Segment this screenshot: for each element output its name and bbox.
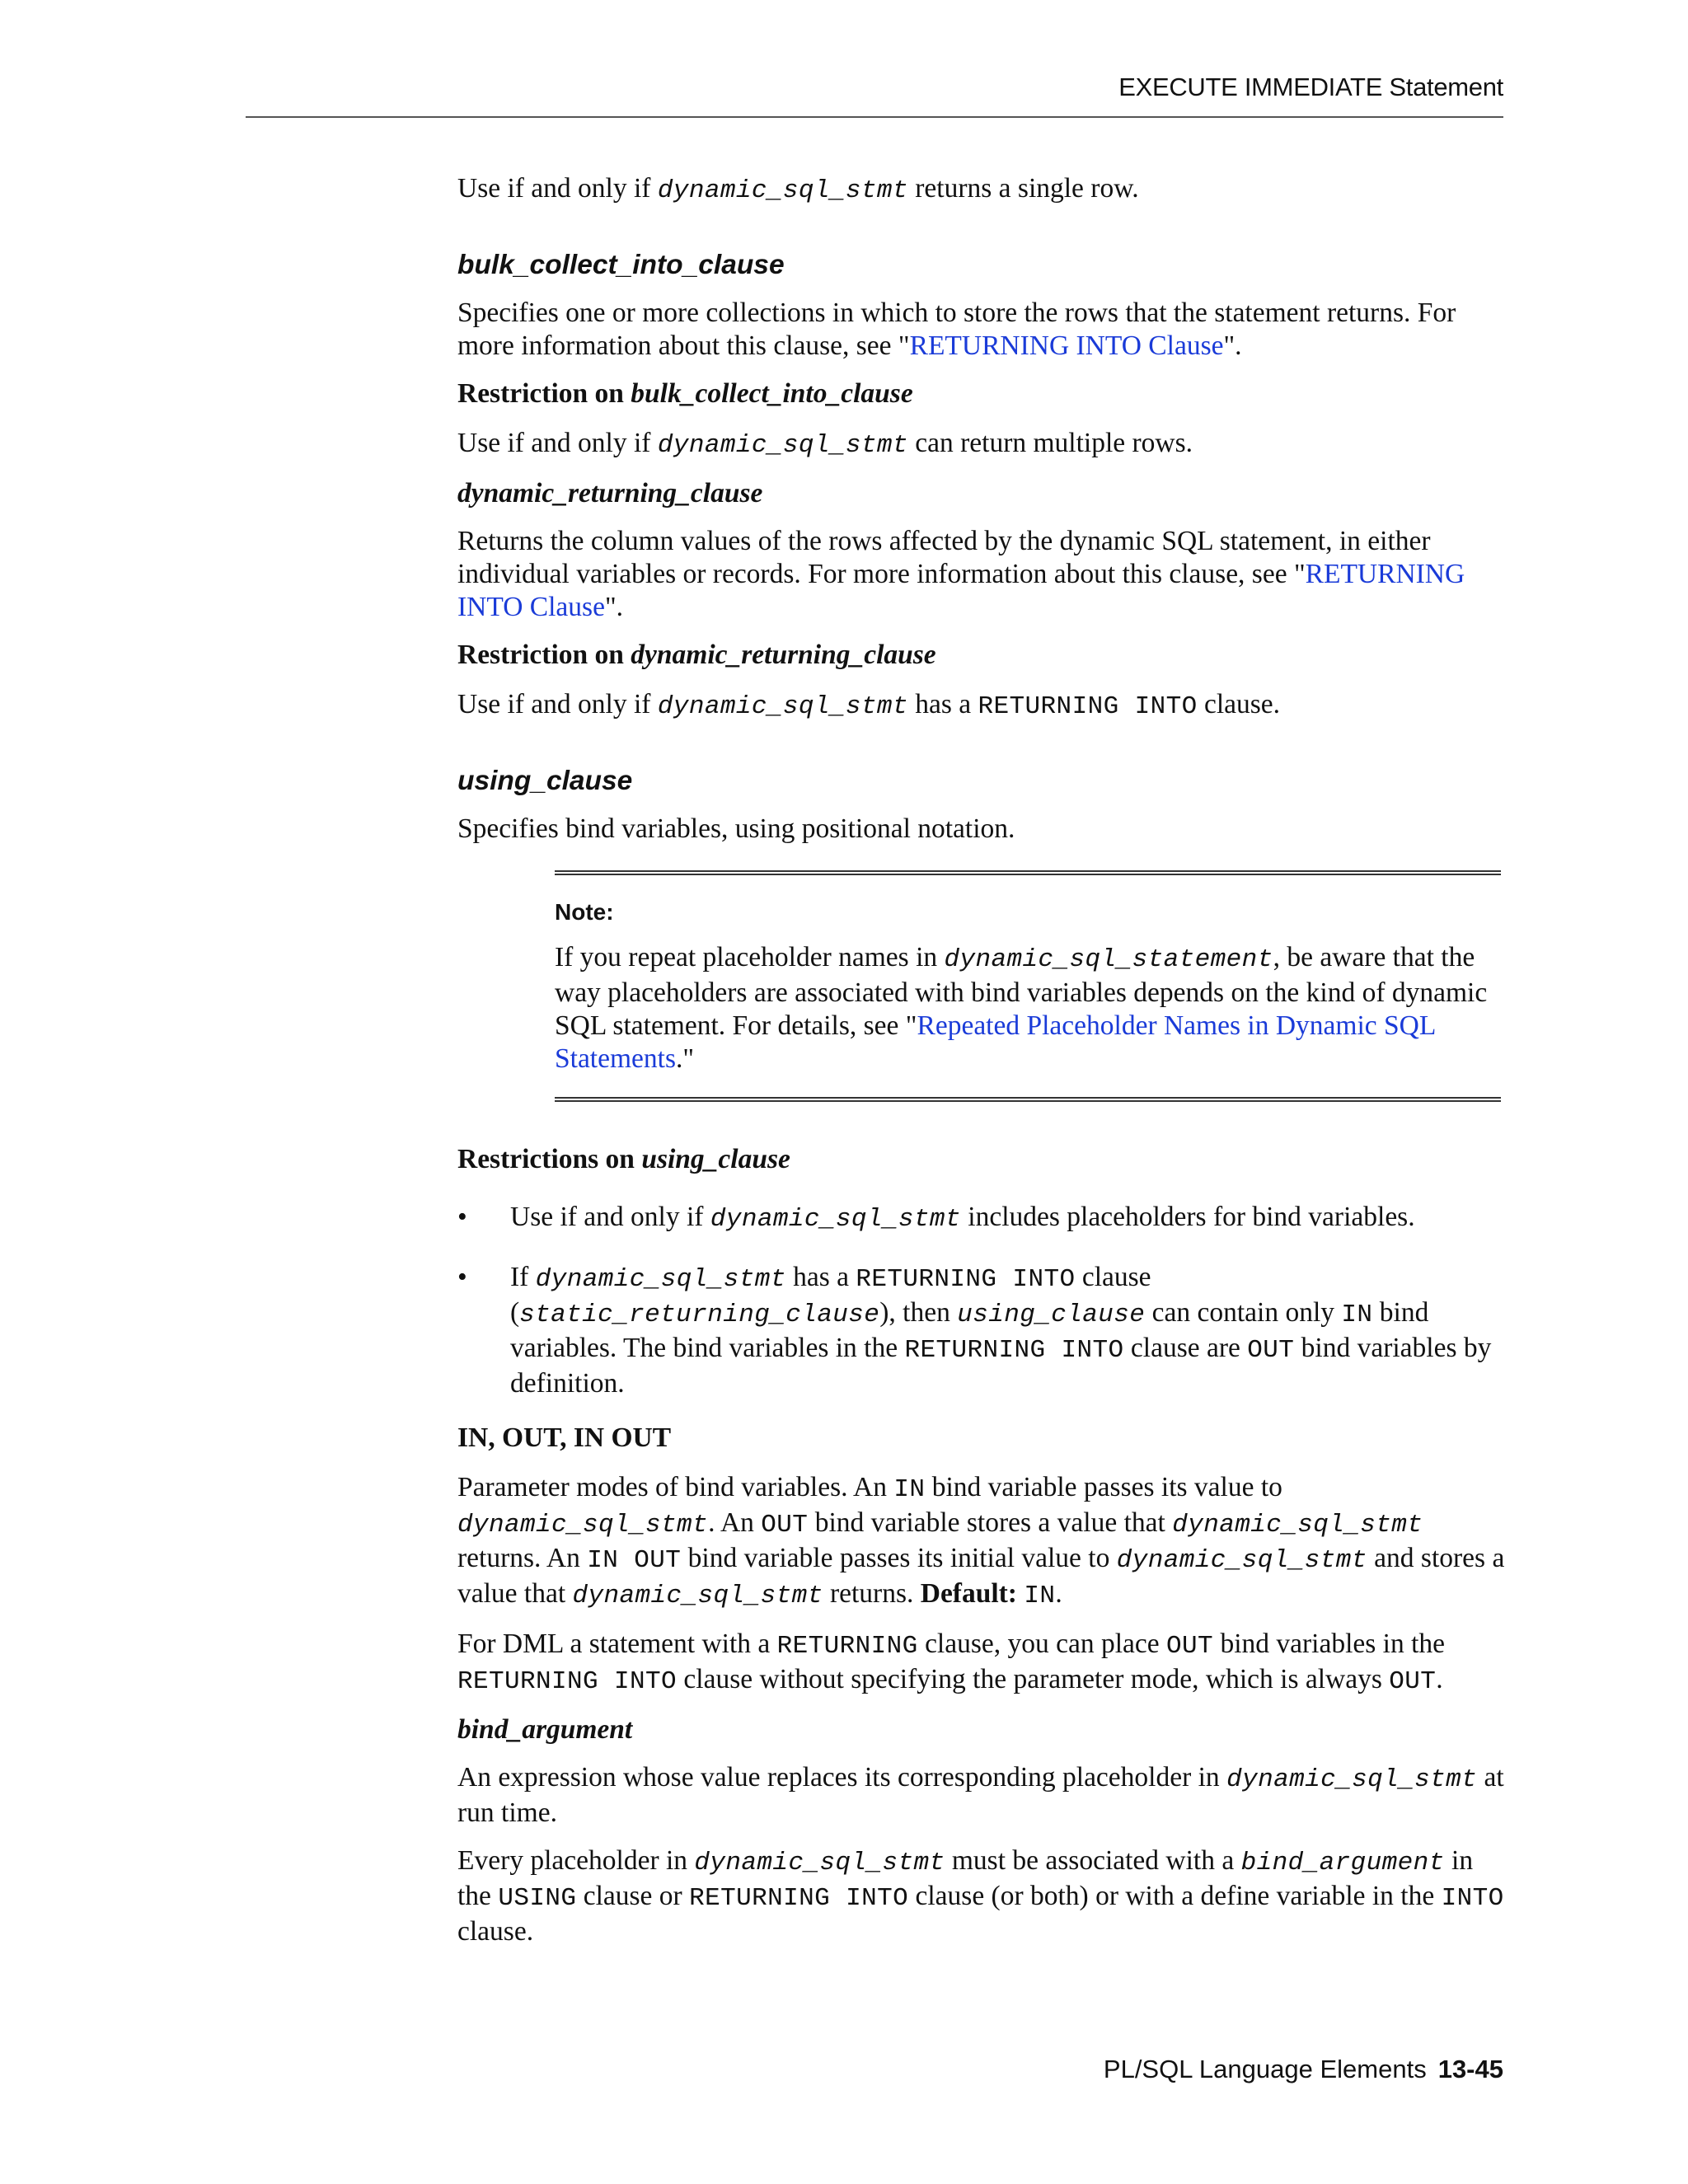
code-keyword: RETURNING INTO (978, 692, 1198, 721)
default-label: Default: (920, 1578, 1017, 1609)
bulk-collect-restriction-text: Use if and only if dynamic_sql_stmt can return multiple rows. (457, 428, 1193, 460)
note-label: Note: (555, 899, 614, 925)
code-keyword: RETURNING INTO (904, 1336, 1124, 1365)
using-clause-heading: using_clause (457, 766, 633, 796)
code-term: dynamic_sql_stmt (657, 176, 908, 205)
bulk-collect-description: Specifies one or more collections in which to store the rows that the statement returns. For more information about this clause, see "RETURNING INTO Clause". (457, 298, 1456, 361)
code-term: dynamic_sql_stmt (694, 1849, 945, 1877)
bulk-collect-heading: bulk_collect_into_clause (457, 250, 785, 280)
code-keyword: OUT (1247, 1336, 1295, 1365)
code-term: dynamic_sql_stmt (657, 431, 908, 460)
code-term: bind_argument (1240, 1849, 1445, 1877)
code-keyword: RETURNING INTO (457, 1667, 678, 1696)
using-restrictions-heading: Restrictions on using_clause (457, 1144, 790, 1174)
dynamic-returning-description: Returns the column values of the rows affected by the dynamic SQL statement, in either individual variables or records. For more information about this clause, see "RETURNING INTO Clause". (457, 526, 1465, 622)
code-keyword: IN (1341, 1301, 1373, 1329)
running-header: EXECUTE IMMEDIATE Statement (1118, 73, 1503, 101)
bullet-glyph: • (457, 1262, 467, 1292)
code-keyword: OUT (1166, 1632, 1214, 1661)
repeated-placeholder-names-link[interactable]: Repeated Placeholder Names in Dynamic SQL Statements (555, 1010, 1436, 1074)
bind-argument-heading: bind_argument (457, 1714, 633, 1745)
code-term: dynamic_sql_stmt (1226, 1765, 1478, 1794)
code-term: using_clause (957, 1301, 1146, 1329)
using-clause-description: Specifies bind variables, using positional notation. (457, 813, 1015, 844)
code-keyword: OUT (761, 1511, 809, 1540)
using-restrictions-list (457, 1201, 1508, 1400)
code-keyword: USING (498, 1884, 577, 1913)
returning-into-link[interactable]: RETURNING INTO Clause (909, 330, 1224, 361)
page-number: 13-45 (1437, 2055, 1503, 2083)
code-keyword: IN (893, 1475, 926, 1504)
dml-returning-description: For DML a statement with a RETURNING clause, you can place OUT bind variables in the RETURNING INTO clause without specifying the parameter mode, which is always OUT. (457, 1629, 1446, 1696)
list-item: • Use if and only if dynamic_sql_stmt includes placeholders for bind variables. (457, 1202, 1415, 1234)
code-term: dynamic_sql_stmt (572, 1582, 823, 1610)
bullet-glyph: • (457, 1202, 467, 1232)
code-term: dynamic_sql_stmt (457, 1511, 709, 1540)
code-term: dynamic_sql_stmt (657, 692, 908, 721)
code-term: dynamic_sql_stmt (1116, 1546, 1367, 1575)
into-restriction-text: Use if and only if dynamic_sql_stmt returns a single row. (457, 173, 1139, 205)
parameter-modes-description: Parameter modes of bind variables. An IN bind variable passes its value to dynamic_sql_stmt. An OUT bind variable stores a value that dynamic_sql_stmt returns. An IN OUT bind variable passes its initial value to dynamic_sql_stmt and stores a value that dynamic_sql_stmt returns. Default: IN. (457, 1472, 1505, 1610)
dynamic-returning-restriction-heading: Restriction on dynamic_returning_clause (457, 640, 936, 670)
code-keyword: IN OUT (587, 1546, 682, 1575)
bind-argument-description: An expression whose value replaces its corresponding placeholder in dynamic_sql_stmt at run time. (457, 1762, 1504, 1828)
list-item: • If dynamic_sql_stmt has a RETURNING INTO clause (static_returning_clause), then using_clause can contain only IN bind variables. The bind variables in the RETURNING INTO clause are OUT bind variables by definition. (457, 1262, 1492, 1399)
code-term: dynamic_sql_stmt (535, 1265, 786, 1294)
code-keyword: RETURNING INTO (689, 1884, 909, 1913)
parameter-modes-heading: IN, OUT, IN OUT (457, 1422, 672, 1453)
page-footer (1104, 2055, 1503, 2084)
header-rule (246, 116, 1503, 118)
code-keyword: RETURNING (776, 1632, 918, 1661)
note-text: If you repeat placeholder names in dynamic_sql_statement, be aware that the way placeholders are associated with bind variables depends on the kind of dynamic SQL statement. For details, see "Repeated Placeholder Names in Dynamic SQL Statements." (555, 942, 1488, 1074)
code-term: dynamic_sql_statement (944, 945, 1273, 974)
note-box (555, 870, 1501, 1102)
code-term: static_returning_clause (519, 1301, 880, 1329)
code-keyword: INTO (1441, 1884, 1504, 1913)
dynamic-returning-heading: dynamic_returning_clause (457, 478, 763, 509)
page-content (457, 172, 1508, 1948)
code-keyword: RETURNING INTO (856, 1265, 1076, 1294)
book-title: PL/SQL Language Elements (1103, 2055, 1427, 2083)
code-keyword: OUT (1389, 1667, 1437, 1696)
bind-argument-requirement: Every placeholder in dynamic_sql_stmt must be associated with a bind_argument in the USING clause or RETURNING INTO clause (or both) or with a define variable in the INTO clause. (457, 1845, 1504, 1947)
code-keyword: IN (1024, 1582, 1056, 1610)
code-term: dynamic_sql_stmt (1172, 1511, 1423, 1540)
bulk-collect-restriction-heading: Restriction on bulk_collect_into_clause (457, 378, 913, 409)
returning-into-link[interactable]: RETURNING INTO Clause (457, 559, 1465, 622)
dynamic-returning-restriction-text: Use if and only if dynamic_sql_stmt has a RETURNING INTO clause. (457, 689, 1281, 721)
code-term: dynamic_sql_stmt (710, 1205, 961, 1234)
